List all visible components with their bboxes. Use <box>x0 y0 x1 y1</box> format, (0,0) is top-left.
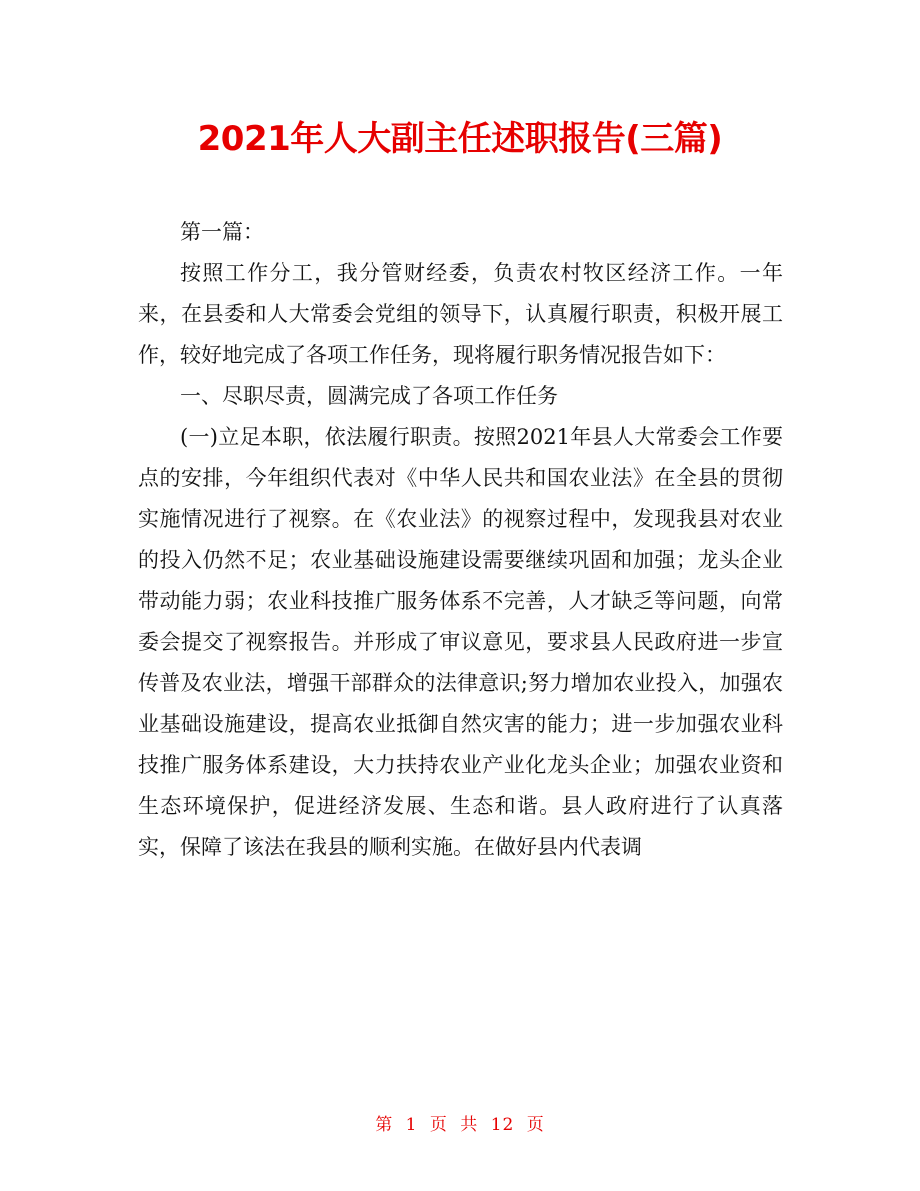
document-body <box>138 212 783 868</box>
intro-paragraph: 按照工作分工，我分管财经委，负责农村牧区经济工作。一年来，在县委和人大常委会党组的领导下，认真履行职责，积极开展工作，较好地完成了各项工作任务，现将履行职务情况报告如下： <box>138 261 783 367</box>
document-title: 2021年人大副主任述职报告(三篇) <box>197 119 723 159</box>
body-paragraph: (一)立足本职，依法履行职责。按照2021年县人大常委会工作要点的安排，今年组织代表对《中华人民共和国农业法》在全县的贯彻实施情况进行了视察。在《农业法》的视察过程中，发现我县对农业的投入仍然不足；农业基础设施建设需要继续巩固和加强；龙头企业带动能力弱；农业科技推广服务体系不完善，人才缺乏等问题，向常委会提交了视察报告。并形成了审议意见，要求县人民政府进一步宣传普及农业法，增强干部群众的法律意识;努力增加农业投入，加强农业基础设施建设，提高农业抵御自然灾害的能力；进一步加强农业科技推广服务体系建设，大力扶持农业产业化龙头企业；加强农业资和生态环境保护，促进经济发展、生态和谐。县人政府进行了认真落实，保障了该法在我县的顺利实施。在做好县内代表调 <box>138 425 783 859</box>
section-heading-one: 一、尽职尽责，圆满完成了各项工作任务 <box>180 384 558 408</box>
section-heading-part-one: 第一篇： <box>180 220 264 244</box>
page-footer: 第 1 页 共 12 页 <box>375 1115 545 1135</box>
